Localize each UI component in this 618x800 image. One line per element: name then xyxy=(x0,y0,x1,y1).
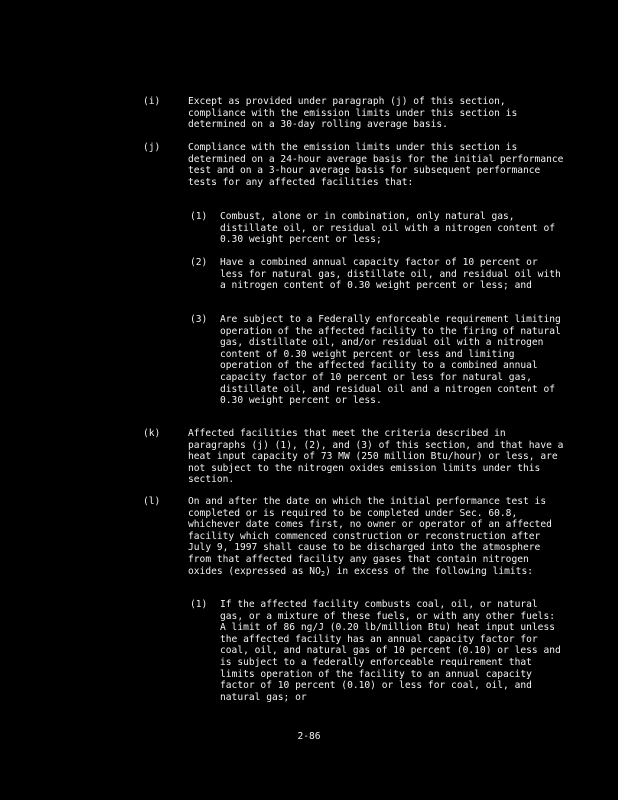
page-number: 2-86 xyxy=(297,731,321,742)
paragraph-j-label: (j) xyxy=(143,142,161,153)
paragraph-l-item-1-label: (1) xyxy=(190,599,208,610)
paragraph-l-text-part-2: ) in excess of the following limits: xyxy=(325,565,534,577)
paragraph-l-item-1-text: If the affected facility combusts coal, oil, or natural gas, or a mixture of these fuels, or with any other fuels: A limit of 86 ng/J (0.20 lb/million Btu) heat input unless the affected facility has an annual capacity factor for coal, oil, and natural gas of 10 percent (0.10) or less and is subject to a federally enforceable requirement that limits operation of the facility to an annual capacity factor of 10 percent (0.10) or less for coal, oil, and natural gas; or xyxy=(220,599,561,703)
paragraph-l-subscript: 2 xyxy=(320,569,326,578)
paragraph-k-text: Affected facilities that meet the criteria described in paragraphs (j) (1), (2), and (3) of this section, and that have a heat input capacity of 73 MW (250 million Btu/hour) or less, are not subject to the nitrogen oxides emission limits under this section. xyxy=(188,428,564,486)
paragraph-j-item-3-label: (3) xyxy=(190,314,208,325)
paragraph-k-label: (k) xyxy=(143,428,161,439)
paragraph-j-item-1-text: Combust, alone or in combination, only natural gas, distillate oil, or residual oil with a nitrogen content of 0.30 weight percent or less; xyxy=(220,211,556,246)
paragraph-j-item-2-text: Have a combined annual capacity factor of 10 percent or less for natural gas, distillate oil, and residual oil with a nitrogen content of 0.30 weight percent or less; and xyxy=(220,257,561,292)
paragraph-l-text xyxy=(188,496,568,580)
paragraph-i-label: (i) xyxy=(143,96,161,107)
paragraph-j-item-2-label: (2) xyxy=(190,257,208,268)
paragraph-j-item-3-text: Are subject to a Federally enforceable requirement limiting operation of the affected facility to the firing of natural gas, distillate oil, and/or residual oil with a nitrogen content of 0.30 weight percent or less and limiting operation of the affected facility to a combined annual capacity factor of 10 percent or less for natural gas, distillate oil, and residual oil and a nitrogen content of 0.30 weight percent or less. xyxy=(220,314,561,407)
paragraph-i-text: Except as provided under paragraph (j) of this section, compliance with the emission limits under this section is determined on a 30-day rolling average basis. xyxy=(188,96,518,131)
paragraph-j-text: Compliance with the emission limits under this section is determined on a 24-hour average basis for the initial performance test and on a 3-hour average basis for subsequent performance tests for any affected facilities that: xyxy=(188,142,564,188)
paragraph-j-item-1-label: (1) xyxy=(190,211,208,222)
paragraph-l-text-part-1: On and after the date on which the initial performance test is completed or is required to be completed under Sec. 60.8, whichever date comes first, no owner or operator of an affected facility which commenced construction or reconstruction after July 9, 1997 shall cause to be discharged into the atmosphere from that affected facility any gases that contain nitrogen oxides (expressed as NO xyxy=(188,496,552,577)
paragraph-l-label: (l) xyxy=(143,496,161,507)
